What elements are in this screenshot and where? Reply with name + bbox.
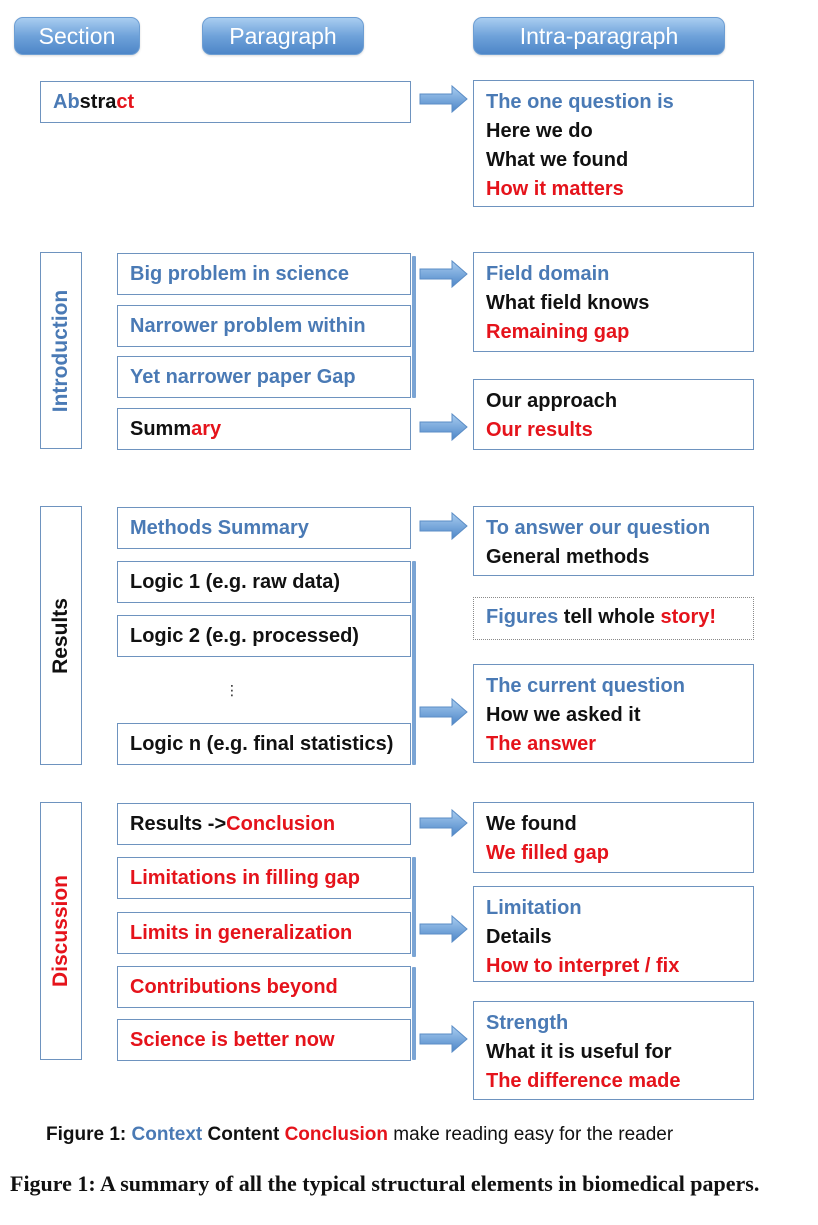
results-paragraph-1: Methods Summary bbox=[117, 507, 411, 549]
discussion-paragraph-4: Contributions beyond bbox=[117, 966, 411, 1008]
results-intra-box-2: The current question How we asked it The answer bbox=[473, 664, 754, 763]
discussion-paragraph-2: Limitations in filling gap bbox=[117, 857, 411, 899]
figures-note-box: Figures tell whole story! bbox=[473, 597, 754, 640]
arrow-intro-2 bbox=[420, 414, 467, 440]
arrow-abstract bbox=[420, 86, 467, 112]
intro-intra-box-1: Field domain What field knows Remaining gap bbox=[473, 252, 754, 352]
arrow-discussion-2 bbox=[420, 916, 467, 942]
discussion-paragraph-5: Science is better now bbox=[117, 1019, 411, 1061]
discussion-bracket-1 bbox=[412, 857, 416, 957]
arrow-results-1 bbox=[420, 513, 467, 539]
section-header: Section bbox=[14, 17, 140, 55]
intro-paragraph-3: Yet narrower paper Gap bbox=[117, 356, 411, 398]
discussion-intra-box-3: Strength What it is useful for The difference made bbox=[473, 1001, 754, 1100]
abstract-box: Ab stra ct bbox=[40, 81, 411, 123]
results-paragraph-3: Logic 2 (e.g. processed) bbox=[117, 615, 411, 657]
results-bracket bbox=[412, 561, 416, 765]
intro-bracket bbox=[412, 256, 416, 398]
intro-paragraph-1: Big problem in science bbox=[117, 253, 411, 295]
results-section: Results bbox=[40, 506, 82, 765]
discussion-bracket-2 bbox=[412, 967, 416, 1060]
discussion-section: Discussion bbox=[40, 802, 82, 1060]
intro-paragraph-2: Narrower problem within bbox=[117, 305, 411, 347]
intro-intra-box-2: Our approach Our results bbox=[473, 379, 754, 450]
abstract-intra-box: The one question is Here we do What we found How it matters bbox=[473, 80, 754, 207]
results-intra-box-1: To answer our question General methods bbox=[473, 506, 754, 576]
arrow-results-2 bbox=[420, 699, 467, 725]
arrow-intro-1 bbox=[420, 261, 467, 287]
results-paragraph-4: Logic n (e.g. final statistics) bbox=[117, 723, 411, 765]
results-paragraph-2: Logic 1 (e.g. raw data) bbox=[117, 561, 411, 603]
figure-caption-inner: Figure 1: Context Content Conclusion make reading easy for the reader bbox=[46, 1124, 674, 1145]
intro-paragraph-4: Summ ary bbox=[117, 408, 411, 450]
results-ellipsis: ⋮ bbox=[225, 682, 239, 698]
introduction-section: Introduction bbox=[40, 252, 82, 449]
figure-caption-outer: Figure 1: A summary of all the typical structural elements in biomedical papers. bbox=[10, 1171, 760, 1196]
paragraph-header: Paragraph bbox=[202, 17, 364, 55]
arrow-discussion-3 bbox=[420, 1026, 467, 1052]
discussion-intra-box-2: Limitation Details How to interpret / fix bbox=[473, 886, 754, 982]
intra-paragraph-header: Intra-paragraph bbox=[473, 17, 725, 55]
discussion-paragraph-1: Results -> Conclusion bbox=[117, 803, 411, 845]
discussion-intra-box-1: We found We filled gap bbox=[473, 802, 754, 873]
arrow-discussion-1 bbox=[420, 810, 467, 836]
discussion-paragraph-3: Limits in generalization bbox=[117, 912, 411, 954]
